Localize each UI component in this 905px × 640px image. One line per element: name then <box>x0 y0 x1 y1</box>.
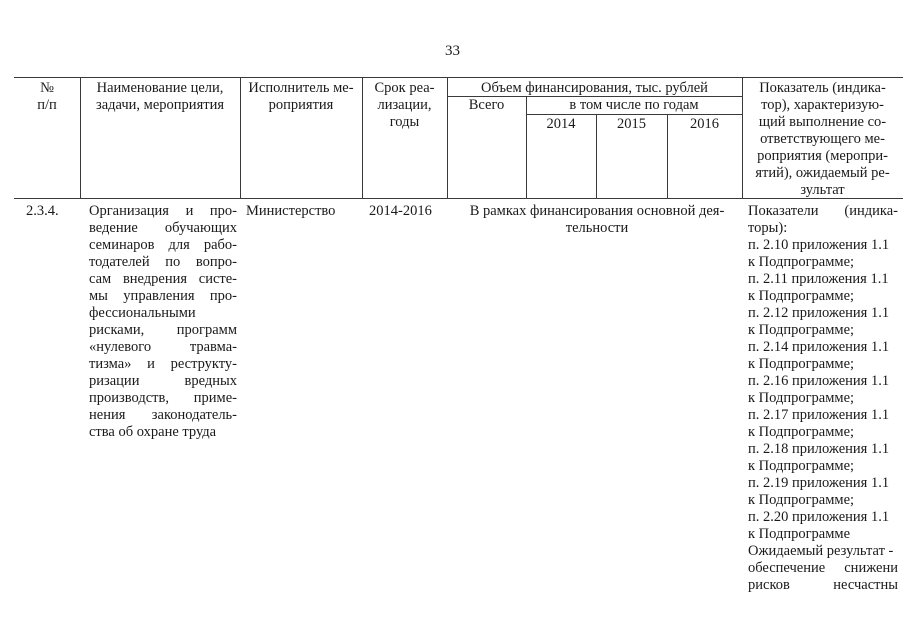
row-funding: В рамках финансирования основной дея- тельности <box>469 203 725 236</box>
header-period: Срок реа- лизации, годы <box>374 80 435 130</box>
table-top-border <box>14 77 903 78</box>
row-number: 2.3.4. <box>26 203 59 219</box>
row-period: 2014-2016 <box>369 203 432 219</box>
header-num: № п/п <box>37 80 57 113</box>
header-indicator: Показатель (индика- тор), характеризую- щий выполнение со- ответствующего ме- роприятия (меропри- ятий), ожидаемый ре- зультат <box>755 80 890 198</box>
header-year-2015: 2015 <box>617 116 646 132</box>
header-name: Наименование цели, задачи, мероприятия <box>95 80 224 113</box>
header-funding: Объем финансирования, тыс. рублей <box>481 80 708 96</box>
years-subheader-border <box>526 114 742 115</box>
row-indicator: Показатели (индика- торы): п. 2.10 приложения 1.1 к Подпрограмме; п. 2.11 приложения 1.1 к Подпрограмме; п. 2.12 приложения 1.1 к Подпрограмме; п. 2.14 приложения 1.1 к Подпрограмме; п. 2.16 приложения 1.1 к Подпрограмме; п. 2.17 приложения 1.1 к Подпрограмме; п. 2.18 приложения 1.1 к Подпрограмме; п. 2.19 приложения 1.1 к Подпрограмме; п. 2.20 приложения 1.1 к Подпрограмме Ожидаемый результат - обеспечение снижени рисков несчастны <box>748 203 898 593</box>
header-total: Всего <box>468 97 505 113</box>
header-year-2014: 2014 <box>546 116 576 132</box>
row-name: Организация и про- ведение обучающих семинаров для рабо- тодателей по вопро- сам внедрения систе- мы управления про- фессиональными рисками, программ «нулевого травма- тизма» и реструкту- ризации вредных производств, приме- нения законодатель- ства об охране труда <box>89 203 237 440</box>
header-year-2016: 2016 <box>690 116 719 132</box>
header-executor: Исполнитель ме- роприятия <box>248 80 354 113</box>
page-number: 33 <box>445 43 460 59</box>
header-by-years: в том числе по годам <box>569 97 699 113</box>
row-executor: Министерство <box>246 203 336 219</box>
